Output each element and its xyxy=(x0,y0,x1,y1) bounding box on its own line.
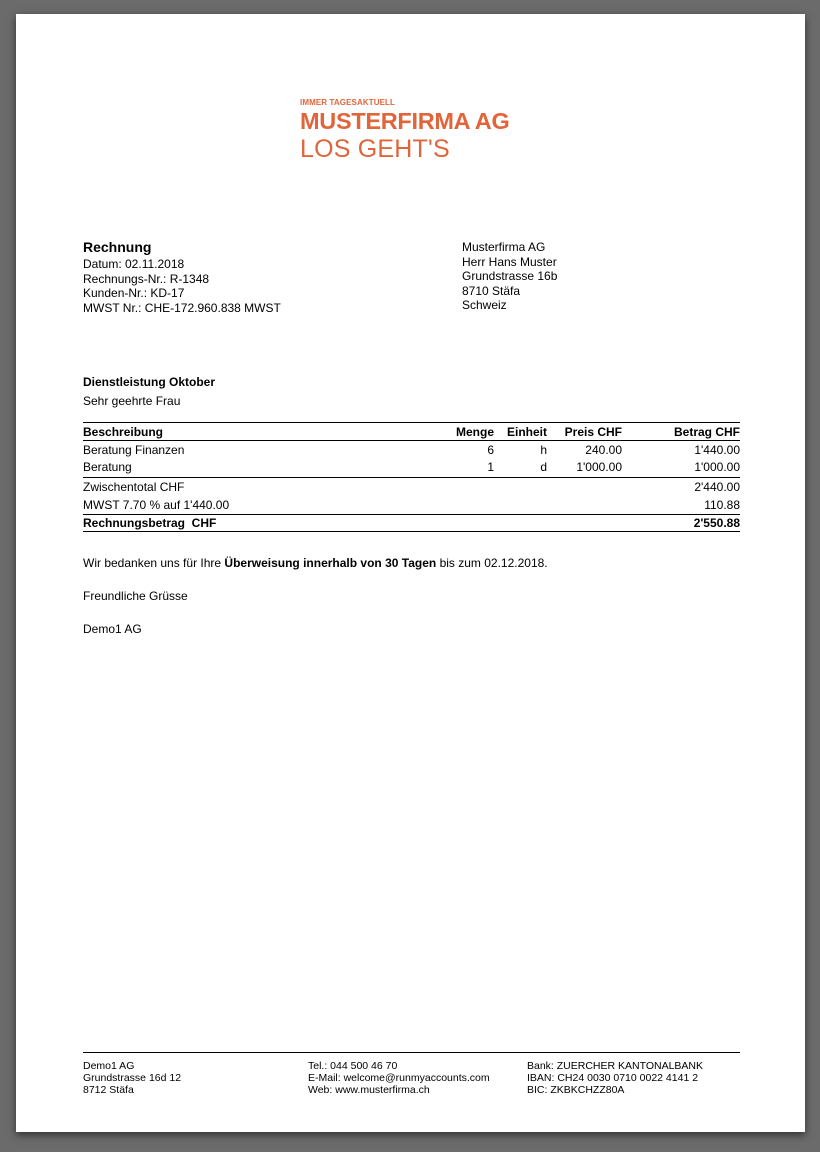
logo-company-name: MUSTERFIRMA AG xyxy=(300,108,510,134)
invoice-title: Rechnung xyxy=(83,239,152,255)
header-unit: Einheit xyxy=(506,425,547,439)
invoice-number: Rechnungs-Nr.: R-1348 xyxy=(83,271,210,286)
footer-company-street: Grundstrasse 16d 12 xyxy=(83,1072,182,1084)
row-2-unit: d xyxy=(540,460,547,474)
invoice-meta xyxy=(83,257,281,315)
recipient-street: Grundstrasse 16b xyxy=(462,269,558,283)
recipient-country: Schweiz xyxy=(462,298,507,312)
row-1-quantity: 6 xyxy=(487,443,494,457)
table-top-rule xyxy=(83,422,740,423)
customer-number: Kunden-Nr.: KD-17 xyxy=(83,286,185,300)
payment-note xyxy=(83,556,548,570)
footer-phone: Tel.: 044 500 46 70 xyxy=(308,1060,398,1072)
payment-note-end: bis zum 02.12.2018. xyxy=(436,556,548,570)
subtotal-amount: 2'440.00 xyxy=(694,480,740,494)
greeting: Sehr geehrte Frau xyxy=(83,394,181,408)
footer-company-city: 8712 Stäfa xyxy=(83,1084,134,1096)
payment-note-start: Wir bedanken uns für Ihre xyxy=(83,556,225,570)
row-1-unit: h xyxy=(540,443,547,457)
row-2-quantity: 1 xyxy=(487,460,494,474)
sender-name: Demo1 AG xyxy=(83,622,142,636)
header-rule xyxy=(83,440,740,441)
header-amount: Betrag CHF xyxy=(673,425,740,439)
footer-web: Web: www.musterfirma.ch xyxy=(308,1084,430,1096)
subtotal-label: Zwischentotal CHF xyxy=(83,480,185,494)
row-1-description: Beratung Finanzen xyxy=(83,443,185,457)
recipient-person: Herr Hans Muster xyxy=(462,254,557,269)
recipient-address xyxy=(462,240,557,313)
invoice-subject: Dienstleistung Oktober xyxy=(83,375,216,389)
invoice-date: Datum: 02.11.2018 xyxy=(83,257,185,271)
logo-tagline: IMMER TAGESAKTUELL xyxy=(300,98,395,107)
footer-contact xyxy=(308,1060,490,1096)
footer-rule xyxy=(83,1052,740,1053)
footer-email: E-Mail: welcome@runmyaccounts.com xyxy=(308,1072,490,1084)
footer-bank xyxy=(527,1060,703,1096)
header-quantity: Menge xyxy=(455,425,494,439)
invoice-page xyxy=(16,14,805,1132)
header-description: Beschreibung xyxy=(83,425,164,439)
total-label: Rechnungsbetrag CHF xyxy=(83,516,217,530)
recipient-city: 8710 Stäfa xyxy=(462,283,521,298)
total-rule xyxy=(83,514,740,515)
footer-iban: IBAN: CH24 0030 0710 0022 4141 2 xyxy=(527,1072,699,1084)
vat-amount: 110.88 xyxy=(704,498,740,512)
payment-terms: Überweisung innerhalb von 30 Tagen xyxy=(224,556,437,570)
total-amount: 2'550.88 xyxy=(693,516,740,530)
total-bottom-rule xyxy=(83,531,740,532)
logo-slogan: LOS GEHT'S xyxy=(300,135,450,163)
closing: Freundliche Grüsse xyxy=(83,589,188,603)
footer-bic: BIC: ZKBKCHZZ80A xyxy=(527,1084,625,1096)
recipient-company: Musterfirma AG xyxy=(462,240,546,254)
row-2-description: Beratung xyxy=(83,460,132,474)
row-1-price: 240.00 xyxy=(585,443,622,457)
footer-company xyxy=(83,1060,181,1096)
vat-number: MWST Nr.: CHE-172.960.838 MWST xyxy=(83,300,281,315)
vat-label: MWST 7.70 % auf 1'440.00 xyxy=(83,498,230,512)
footer-company-name: Demo1 AG xyxy=(83,1060,135,1072)
row-2-price: 1'000.00 xyxy=(576,460,622,474)
subtotal-rule xyxy=(83,477,740,478)
row-1-amount: 1'440.00 xyxy=(694,443,740,457)
header-price: Preis CHF xyxy=(564,425,622,439)
footer-bank-name: Bank: ZUERCHER KANTONALBANK xyxy=(527,1060,704,1072)
row-2-amount: 1'000.00 xyxy=(694,460,740,474)
